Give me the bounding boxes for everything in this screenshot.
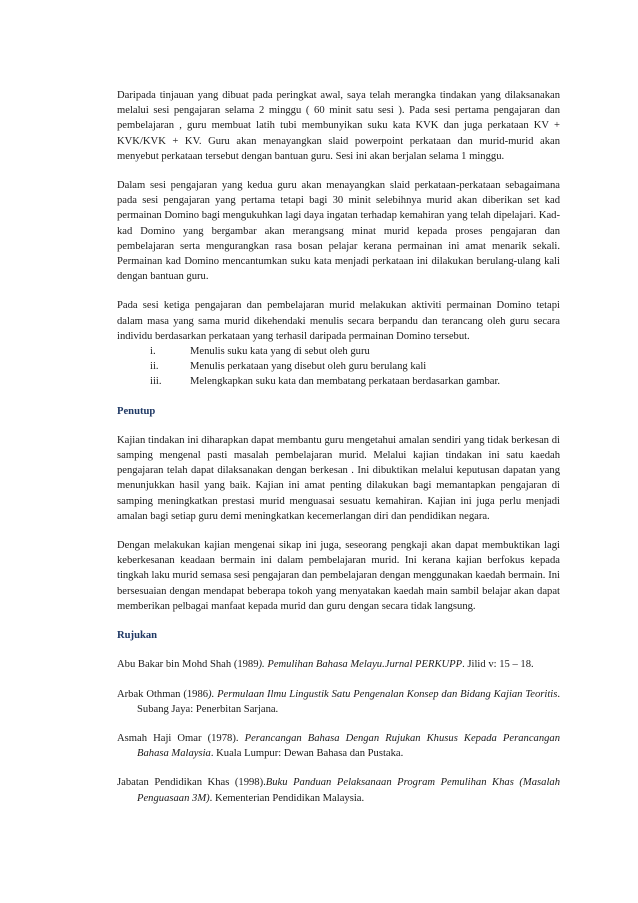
ref-source: . Jilid v: 15 – 18.	[462, 659, 534, 671]
ref-source: . Subang Jaya: Penerbitan Sarjana.	[137, 688, 560, 715]
list-text: Menulis suku kata yang di sebut oleh guru	[190, 346, 370, 358]
list-number: i.	[150, 346, 156, 358]
numbered-list	[117, 344, 560, 390]
body-paragraph: Dengan melakukan kajian mengenai sikap ini juga, seseorang pengkaji akan dapat membuktikan lagi keberkesanan keadaan bermain ini dalam pembelajaran murid. Ini kerana kajian berfokus kepada tingkah laku murid semasa sesi pengajaran dan pembelajaran dengan menggunakan kaedah bermain. Ini bersesuaian dengan mendapat beberapa tokoh yang menyatakan kaedah main sambil belajar akan dapat memberikan pelbagai manfaat kepada murid dan guru dengan secara tidak langsung.	[117, 540, 560, 612]
list-number: iii.	[150, 376, 162, 388]
list-item	[117, 374, 560, 389]
page-content	[117, 88, 560, 820]
reference-entry	[117, 687, 560, 717]
reference-entry	[117, 657, 560, 672]
ref-author: Jabatan Pendidikan Khas (1998).	[117, 777, 266, 789]
list-text: Melengkapkan suku kata dan membatang perkataan berdasarkan gambar.	[190, 376, 501, 388]
body-paragraph: Kajian tindakan ini diharapkan dapat membantu guru mengetahui amalan sendiri yang tidak berkesan di samping mengenal pasti masalah pembelajaran murid. Melalui kajian tindakan ini satu kaedah pengajaran telah dapat dilaksanakan dengan berkesan . Ini dibuktikan melalui keputusan dapatan yang menunjukkan hasil yang baik. Kajian ini amat penting dilakukan bagi memantapkan pengajaran di samping meningkatkan prestasi murid menguasai sesuatu kemahiran. Kajian ini juga perlu menjadi amalan bagi setiap guru demi meningkatkan kecemerlangan diri dan pendidikan negara.	[117, 434, 560, 522]
section-heading-rujukan: Rujukan	[117, 630, 158, 642]
section-heading-penutup: Penutup	[117, 405, 156, 417]
ref-source: . Kementerian Pendidikan Malaysia.	[209, 792, 365, 804]
ref-title: Perancangan Bahasa Dengan Rujukan Khusus Kepada Perancangan Bahasa Malaysia	[137, 732, 561, 760]
reference-entry	[117, 731, 560, 761]
body-paragraph: Dalam sesi pengajaran yang kedua guru akan menayangkan slaid perkataan-perkataan sebagaimana pada sesi pengajaran yang pertama tetapi bagi 30 minit selebihnya murid akan diberikan set kad permainan Domino bagi mengukuhkan lagi daya ingatan terhadap kemahiran yang telah dipelajari. Kad-kad Domino yang bergambar akan merangsang minat murid kepada proses pengajaran dan pembelajaran serta mengurangkan rasa bosan pelajar kerana permainan ini amat menarik sekali. Permainan kad Domino mencantumkan suku kata menjadi perkataan ini dilakukan berulang-ulang kali dengan bantuan guru.	[117, 180, 560, 283]
ref-author: Arbak Othman (1986	[117, 688, 209, 700]
list-text: Menulis perkataan yang disebut oleh guru berulang kali	[190, 361, 427, 373]
list-number: ii.	[150, 361, 159, 373]
body-paragraph: Daripada tinjauan yang dibuat pada peringkat awal, saya telah merangka tindakan yang dilaksanakan melalui sesi pengajaran selama 2 minggu ( 60 minit satu sesi ). Pada sesi pertama pengajaran dan pembelajaran , guru membuat latih tubi membunyikan suku kata KVK dan juga perkataan KV + KVK/KVK + KV. Guru akan menayangkan slaid powerpoint perkataan dan murid-murid akan menyebut perkataan tersebut dengan bantuan guru. Sesi ini akan berjalan selama 1 minggu.	[117, 90, 560, 162]
list-item	[117, 344, 560, 359]
reference-entry	[117, 775, 560, 805]
ref-title: ). Pemulihan Bahasa Melayu.Jurnal PERKUPP	[258, 659, 463, 671]
body-paragraph: Pada sesi ketiga pengajaran dan pembelajaran murid melakukan aktiviti permainan Domino tetapi dalam masa yang sama murid dikehendaki menulis secara berpandu dan terancang oleh guru secara individu berdasarkan perkataan yang terhasil daripada permainan Domino tersebut.	[117, 300, 560, 342]
ref-title: Buku Panduan Pelaksanaan Program Pemulihan Khas (Masalah Penguasaan 3M)	[137, 777, 560, 804]
ref-title: ). Permulaan Ilmu Lingustik Satu Pengenalan Konsep dan Bidang Kajian Teoritis	[208, 688, 558, 700]
ref-author: Abu Bakar bin Mohd Shah (1989	[117, 659, 259, 671]
list-item	[117, 359, 560, 374]
ref-source: . Kuala Lumpur: Dewan Bahasa dan Pustaka.	[210, 748, 404, 760]
ref-author: Asmah Haji Omar (1978).	[117, 732, 245, 744]
